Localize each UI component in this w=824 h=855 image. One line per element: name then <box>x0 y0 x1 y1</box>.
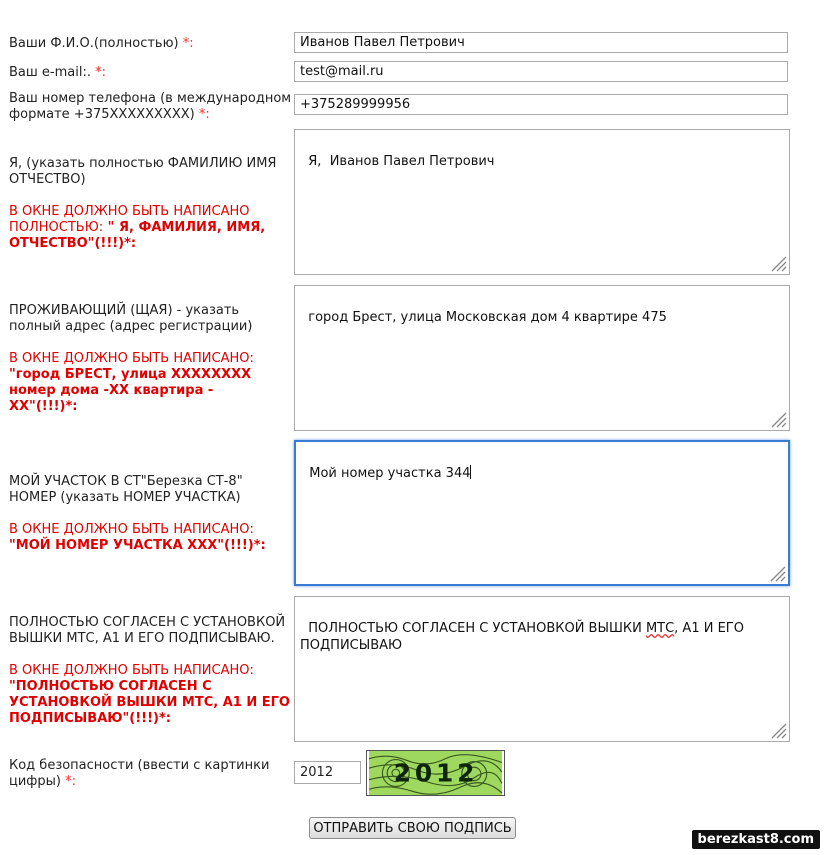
resize-grip-icon[interactable] <box>767 719 787 739</box>
consent-label: ПОЛНОСТЬЮ СОГЛАСЕН С УСТАНОВКОЙ ВЫШКИ МТС, А1 И ЕГО ПОДПИСЫВАЮ. В ОКНЕ ДОЛЖНО БЫТЬ НАПИСАНО: "ПОЛНОСТЬЮ СОГЛАСЕН С УСТАНОВКОЙ ВЫШКИ МТС, А1 И ЕГО ПОДПИСЫВАЮ"(!!!)*: <box>9 615 290 726</box>
plot-textarea[interactable]: Мой номер участка 344 <box>294 440 790 586</box>
fio-input[interactable]: Иванов Павел Петрович <box>294 32 788 53</box>
resize-grip-icon[interactable] <box>767 408 787 428</box>
site-watermark: berezkast8.com <box>692 830 820 849</box>
spellcheck-word: МТС <box>645 621 675 636</box>
consent-textarea[interactable]: ПОЛНОСТЬЮ СОГЛАСЕН С УСТАНОВКОЙ ВЫШКИ МТС, А1 И ЕГО ПОДПИСЫВАЮ <box>294 596 790 742</box>
resize-grip-icon[interactable] <box>767 252 787 272</box>
fio-label: Ваши Ф.И.О.(полностью) *: <box>9 36 194 51</box>
captcha-image <box>366 750 505 796</box>
required-marker: *: <box>95 65 106 80</box>
captcha-text: 2012 <box>393 758 479 788</box>
text-caret <box>470 465 471 479</box>
resize-grip-icon[interactable] <box>766 562 786 582</box>
email-input[interactable]: test@mail.ru <box>294 61 788 82</box>
submit-signature-button[interactable]: ОТПРАВИТЬ СВОЮ ПОДПИСЬ <box>309 817 516 839</box>
name-statement-textarea[interactable]: Я, Иванов Павел Петрович <box>294 129 790 275</box>
required-marker: *: <box>182 36 194 51</box>
phone-input[interactable]: +375289999956 <box>294 94 788 115</box>
name-statement-label: Я, (указать полностью ФАМИЛИЮ ИМЯ ОТЧЕСТВО) В ОКНЕ ДОЛЖНО БЫТЬ НАПИСАНО ПОЛНОСТЬЮ: " Я, ФАМИЛИЯ, ИМЯ, ОТЧЕСТВО"(!!!)*: <box>9 156 277 251</box>
address-label: ПРОЖИВАЮЩИЙ (ЩАЯ) - указать полный адрес (адрес регистрации) В ОКНЕ ДОЛЖНО БЫТЬ НАПИСАНО: "город БРЕСТ, улица XXXXXXXX номер дома -XX квартира - XX"(!!!)*: <box>9 303 254 414</box>
address-textarea[interactable]: город Брест, улица Московская дом 4 квартире 475 <box>294 285 790 431</box>
captcha-input[interactable]: 2012 <box>294 761 361 784</box>
phone-label: Ваш номер телефона (в международном формате +375XXXXXXXXX) *: <box>9 91 292 122</box>
captcha-label: Код безопасности (ввести с картинки цифры) *: <box>9 758 270 789</box>
email-label: Ваш e-mail:. *: <box>9 65 106 80</box>
required-marker: *: <box>65 774 77 789</box>
plot-label: МОЙ УЧАСТОК В СТ"Березка СТ-8" НОМЕР (указать НОМЕР УЧАСТКА) В ОКНЕ ДОЛЖНО БЫТЬ НАПИСАНО: "МОЙ НОМЕР УЧАСТКА XXX"(!!!)*: <box>9 474 266 553</box>
required-marker: *: <box>198 107 210 122</box>
